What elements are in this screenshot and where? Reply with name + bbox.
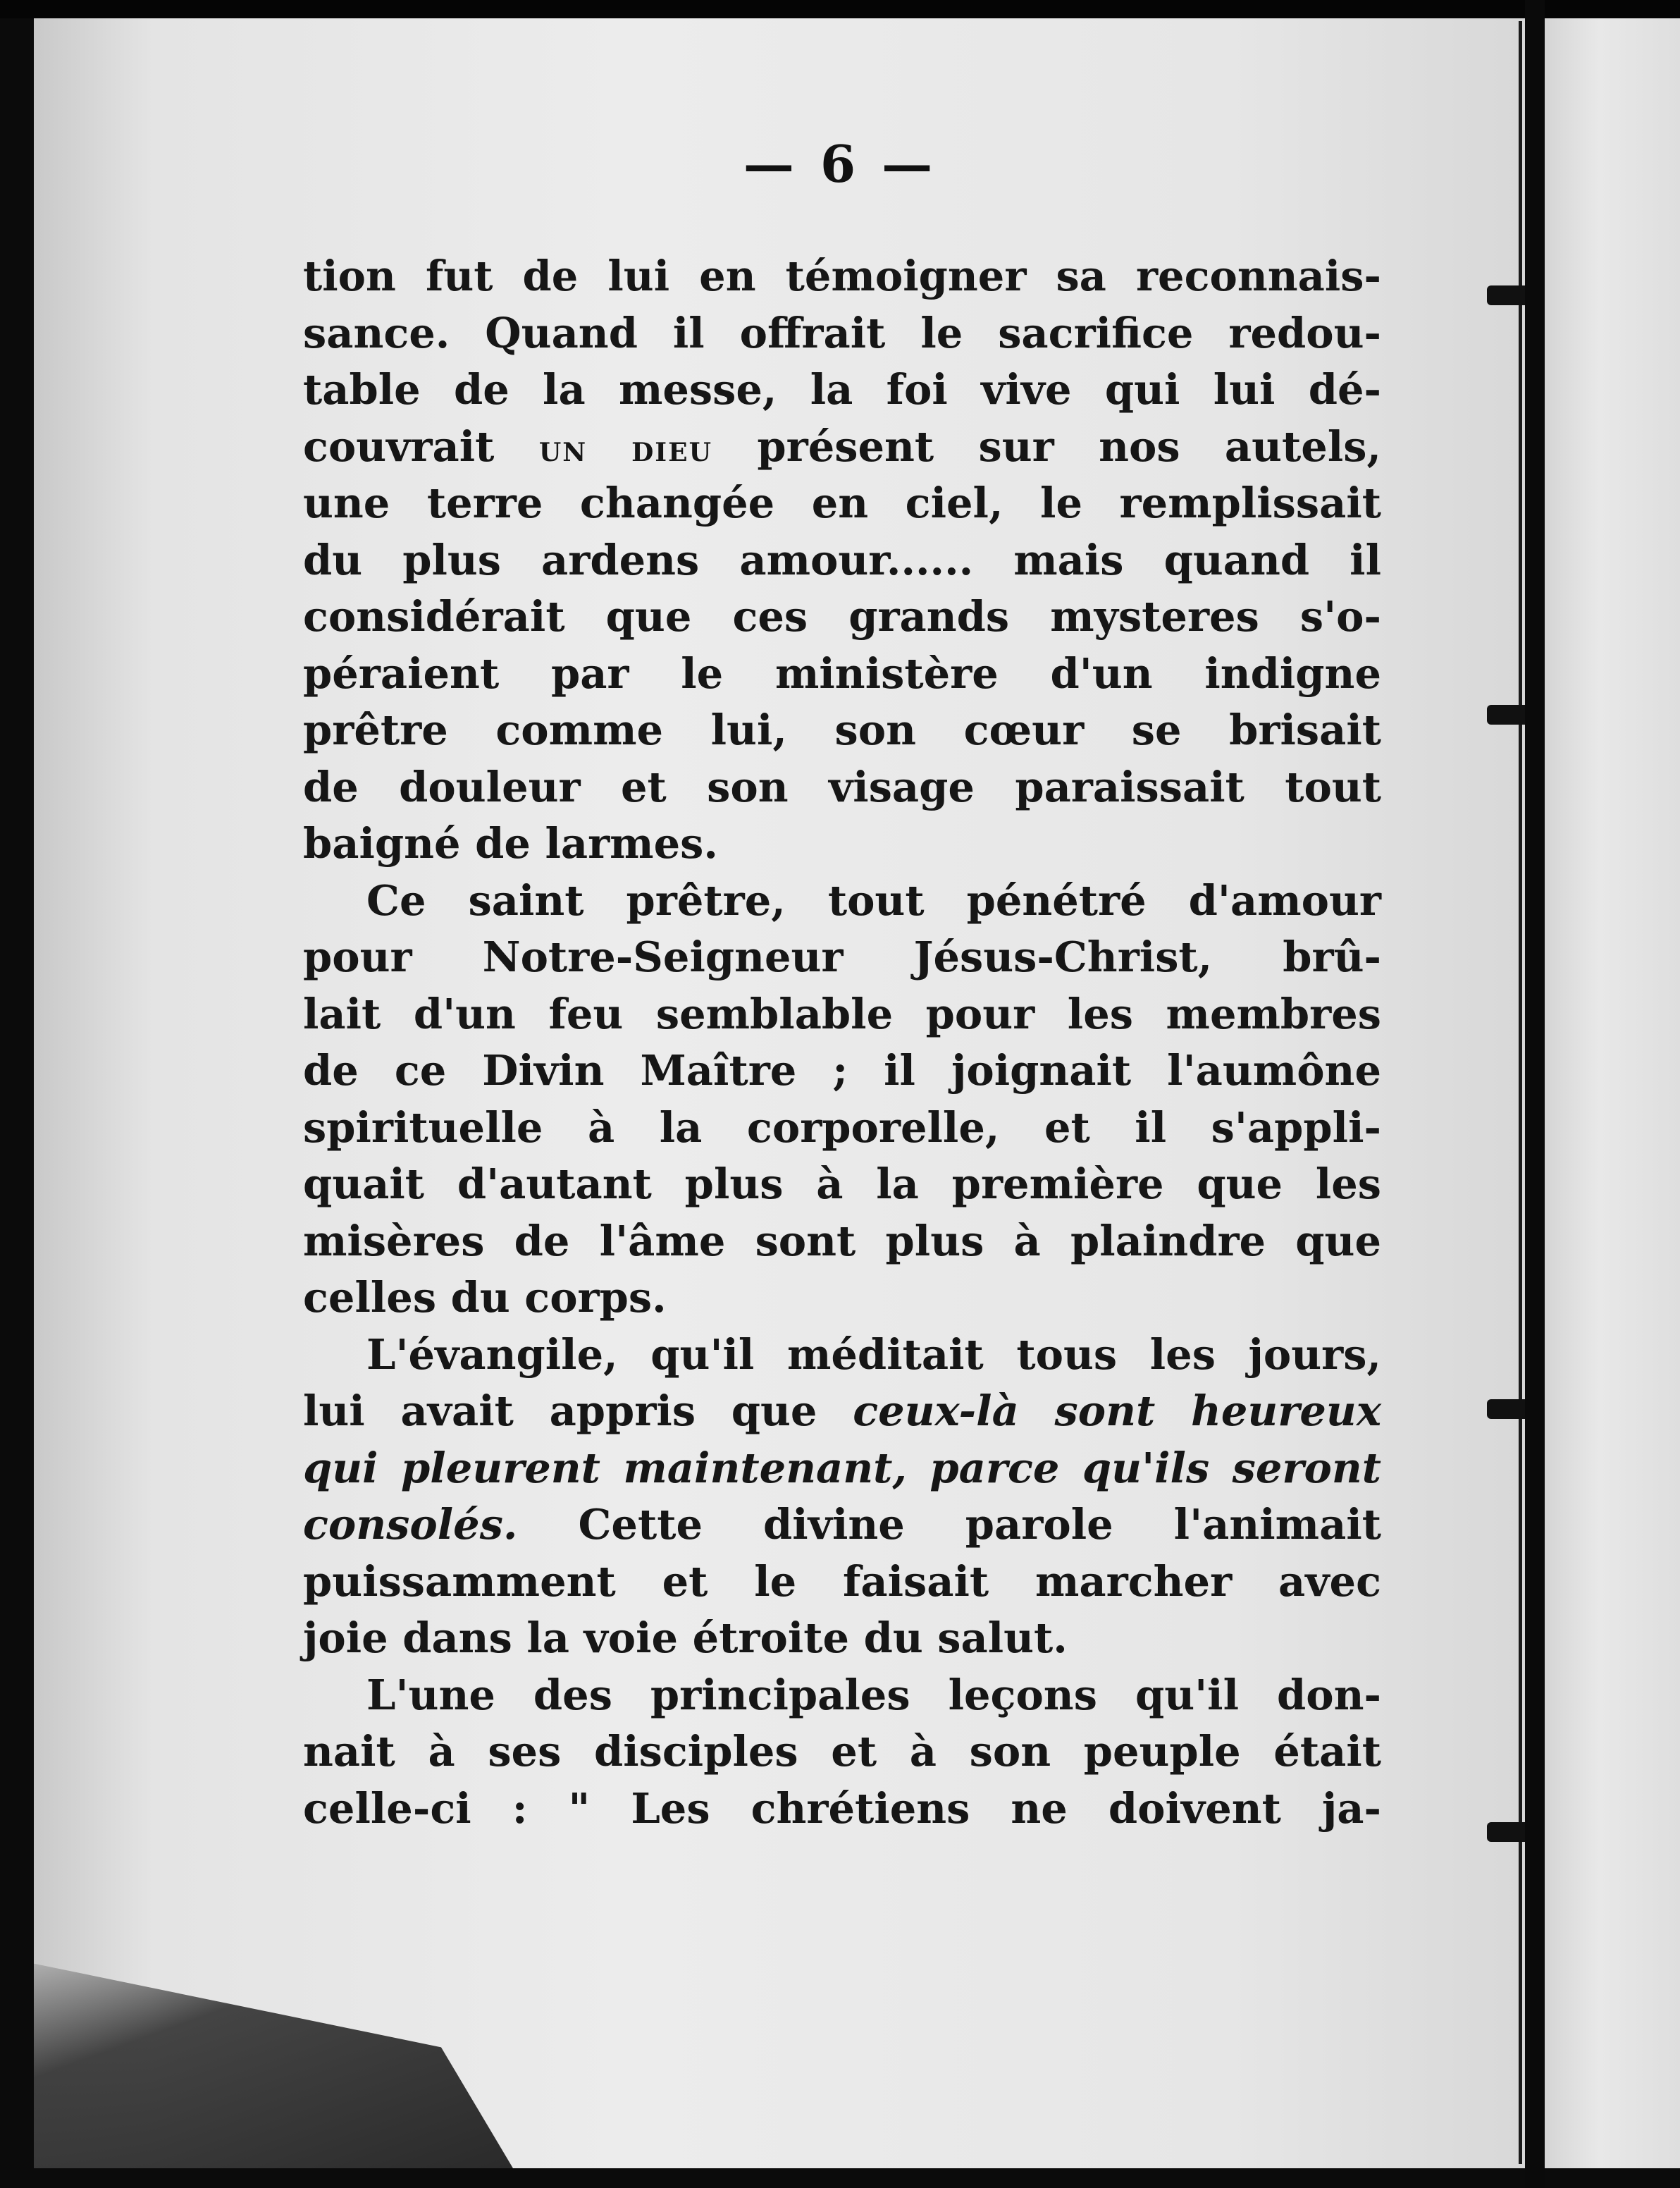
book-spine: [1525, 0, 1545, 2188]
text-line: L'une des principales leçons qu'il don-: [366, 1670, 1381, 1719]
text-line: [303, 1383, 1381, 1440]
text-line: sance. Quand il offrait le sacrifice redou-: [303, 308, 1381, 357]
text-line: une terre changée en ciel, le remplissait: [303, 479, 1381, 527]
text-segment: présent sur nos autels,: [757, 422, 1382, 471]
binding-thread: [1519, 21, 1522, 2164]
text-line: puissamment et le faisait marcher avec: [303, 1556, 1381, 1606]
text-line: celle-ci : " Les chrétiens ne doivent ja-: [303, 1783, 1381, 1833]
text-line: péraient par le ministère d'un indigne: [303, 649, 1381, 698]
text-line: Ce saint prêtre, tout pénétré d'amour: [366, 875, 1381, 925]
text-segment: Cette divine parole l'animait: [578, 1500, 1381, 1549]
text-line: prêtre comme lui, son cœur se brisait: [303, 706, 1381, 754]
small-caps-segment: un dieu: [538, 426, 712, 470]
text-line: qui pleurent maintenant, parce qu'ils seront: [303, 1443, 1381, 1492]
scan-frame-top: [0, 0, 1680, 18]
text-line: table de la messe, la foi vive qui lui dé-: [303, 365, 1381, 414]
text-line: considérait que ces grands mysteres s'o-: [303, 592, 1381, 641]
italic-segment: ceux-là sont heureux: [853, 1387, 1382, 1435]
text-line: tion fut de lui en témoigner sa reconnais-: [303, 252, 1381, 300]
text-line: pour Notre-Seigneur Jésus-Christ, brû-: [303, 933, 1381, 981]
text-segment: lui avait appris que: [303, 1387, 817, 1435]
text-segment: couvrait: [303, 422, 495, 471]
text-line: [303, 419, 1381, 476]
text-line: de ce Divin Maître ; il joignait l'aumône: [303, 1046, 1381, 1095]
text-line: joie dans la voie étroite du salut.: [303, 1614, 1068, 1662]
text-line: celles du corps.: [303, 1273, 667, 1322]
text-line: spirituelle à la corporelle, et il s'appli-: [303, 1102, 1381, 1152]
text-line: du plus ardens amour...... mais quand il: [303, 535, 1381, 584]
text-line: nait à ses disciples et à son peuple était: [303, 1727, 1381, 1776]
text-line: lait d'un feu semblable pour les membres: [303, 989, 1381, 1038]
facing-page-edge: [1545, 18, 1680, 2168]
text-line: baigné de larmes.: [303, 819, 718, 868]
text-line: misères de l'âme sont plus à plaindre que: [303, 1216, 1381, 1265]
text-line: de douleur et son visage paraissait tout: [303, 762, 1381, 811]
page-number: — 6 —: [743, 134, 937, 194]
text-line: L'évangile, qu'il méditait tous les jours,: [366, 1329, 1381, 1379]
text-line: [303, 1496, 1381, 1554]
italic-segment: consolés.: [303, 1500, 518, 1549]
text-line: quait d'autant plus à la première que les: [303, 1160, 1381, 1208]
body-text: [303, 248, 1381, 1837]
